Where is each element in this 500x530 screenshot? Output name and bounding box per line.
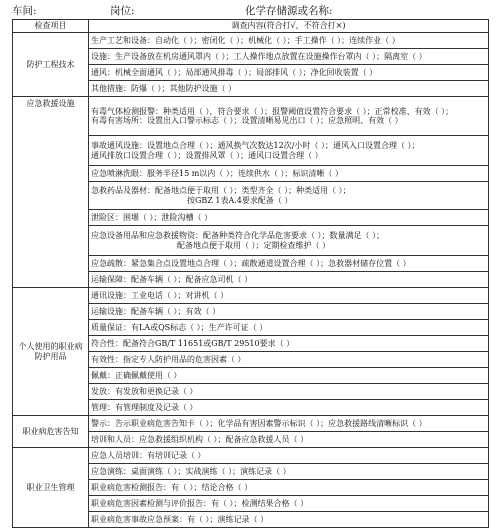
content-cell: 泄险区：围堰（ ）；泄险沟槽（ ） bbox=[89, 210, 489, 226]
content-cell bbox=[89, 97, 489, 136]
table-row bbox=[13, 97, 489, 136]
category-cell: 个人使用的职业病防护用品 bbox=[13, 288, 89, 416]
content-cell: 应急喷淋洗眼：服务半径15 m以内（ ）；连续供水（ ）；标识清晰（ ） bbox=[89, 166, 489, 182]
content-cell: 佩戴：正确佩戴使用（ ） bbox=[89, 368, 489, 384]
content-cell: 培训和人员：应急救援组织机构（ ）；配备应急救援人员（ ） bbox=[89, 432, 489, 448]
table-row bbox=[13, 416, 489, 432]
content-cell: 应急疏散：紧急集合点设置地点合理（ ）；疏散通道设置合理（ ）；急救器材储存位置（ ） bbox=[89, 256, 489, 272]
table-row bbox=[13, 448, 489, 464]
content-cell: 运输设施：配备车辆（ ）；有效（ ） bbox=[89, 304, 489, 320]
category-cell: 职业卫生管理 bbox=[13, 448, 89, 528]
content-line: 事故通风设施：设置地点合理（ ）；通风换气次数达12次/小时（ ）；通风入口设置合理（ ）； bbox=[91, 141, 420, 151]
content-cell bbox=[89, 136, 489, 166]
content-cell: 生产工艺和设备：自动化（ ）；密闭化（ ）；机械化（ ）；手工操作（ ）；连续作业（ ） bbox=[89, 33, 489, 49]
content-cell: 质量保证：有LA或QS标志（ ）；生产许可证（ ） bbox=[89, 320, 489, 336]
position-label: 岗位: bbox=[110, 5, 135, 17]
content-line: 按GBZ 1表A.4要求配备（ ） bbox=[187, 195, 293, 205]
content-cell: 通风：机械全面通风（ ）；局部通风排毒（ ）；局部排风（ ）；净化回收装置（ ） bbox=[89, 65, 489, 81]
content-cell: 其他措施：防爆（ ）；其他防护设施（ ） bbox=[89, 81, 489, 97]
content-cell: 设施：生产设备放在机房通风罩内（ ）；工人操作地点放置在设施操作台罩内（ ）；隔离室（ ） bbox=[89, 49, 489, 65]
content-cell bbox=[89, 182, 489, 210]
category-cell: 职业病危害告知 bbox=[13, 416, 89, 448]
content-cell: 有效性：指定专人防护用品的危害因素（ ） bbox=[89, 352, 489, 368]
chemical-name-label: 化学存储源或名称: bbox=[245, 5, 333, 17]
content-cell: 警示：告示职业病危害告知卡（ ）；化学品有害因素警示标识（ ）；应急救援路线清晰标识（ ） bbox=[89, 416, 489, 432]
content-cell: 应急人员培训：有培训记录（ ） bbox=[89, 448, 489, 464]
content-line: 急救药品及器材：配备地点便于取用（ ）；类型齐全（ ）；种类适用（ ）； bbox=[91, 186, 351, 196]
content-cell: 发放：有发放和更换记录（ ） bbox=[89, 384, 489, 400]
content-line: 应急设备用品和应急救援物资：配备种类符合化学品危害要求（ ）；数量满足（ ）； bbox=[91, 231, 385, 241]
content-cell: 职业病危害因素检测与评价报告：有（ ）；检测结果合格（ ） bbox=[89, 496, 489, 512]
content-cell: 职业病危害检测报告：有（ ）；结论合格（ ） bbox=[89, 480, 489, 496]
table-header-row bbox=[13, 20, 489, 33]
content-cell: 应急演练：桌面演练（ ）；实战演练（ ）；演练记录（ ） bbox=[89, 464, 489, 480]
content-cell bbox=[89, 226, 489, 256]
content-column-header: 调查内容(符合打√，不符合打×) bbox=[89, 20, 489, 33]
item-column-header: 检查项目 bbox=[13, 20, 89, 33]
category-cell: 防护工程技术 bbox=[13, 33, 89, 97]
table-row bbox=[13, 288, 489, 304]
content-cell: 符合性：配备符合GB/T 11651或GB/T 29510要求（ ） bbox=[89, 336, 489, 352]
category-cell: 应急救援设施 bbox=[13, 97, 89, 288]
content-cell: 运输保障：配备车辆（ ）；配备应急司机（ ） bbox=[89, 272, 489, 288]
workshop-label: 车间: bbox=[12, 5, 37, 17]
content-cell: 职业病危害事故应急预案：有（ ）；演练记录（ ） bbox=[89, 512, 489, 528]
content-line: 通风排放口设置合理（ ）；设置排风罩（ ）；通风口设置合理（ ） bbox=[91, 150, 323, 160]
content-line: 有毒气体检测报警：种类适用（ ），符合要求（ ）；报警阈值设置符合要求（ ）；正常校准、有效（ ）； bbox=[91, 106, 454, 116]
content-cell: 通讯设施：工业电话（ ）；对讲机（ ） bbox=[89, 288, 489, 304]
form-header bbox=[0, 0, 500, 19]
content-cell: 管理：有管理制度及记录（ ） bbox=[89, 400, 489, 416]
content-line: 配备地点便于取用（ ）；定期检查维护（ ） bbox=[177, 240, 331, 250]
content-line: 有毒有害场所：设置出入口警示标志（ ）；设置清晰易见出口（ ）；应急照明、有效（ ） bbox=[91, 116, 403, 125]
inspection-table bbox=[12, 19, 489, 528]
table-row bbox=[13, 33, 489, 49]
